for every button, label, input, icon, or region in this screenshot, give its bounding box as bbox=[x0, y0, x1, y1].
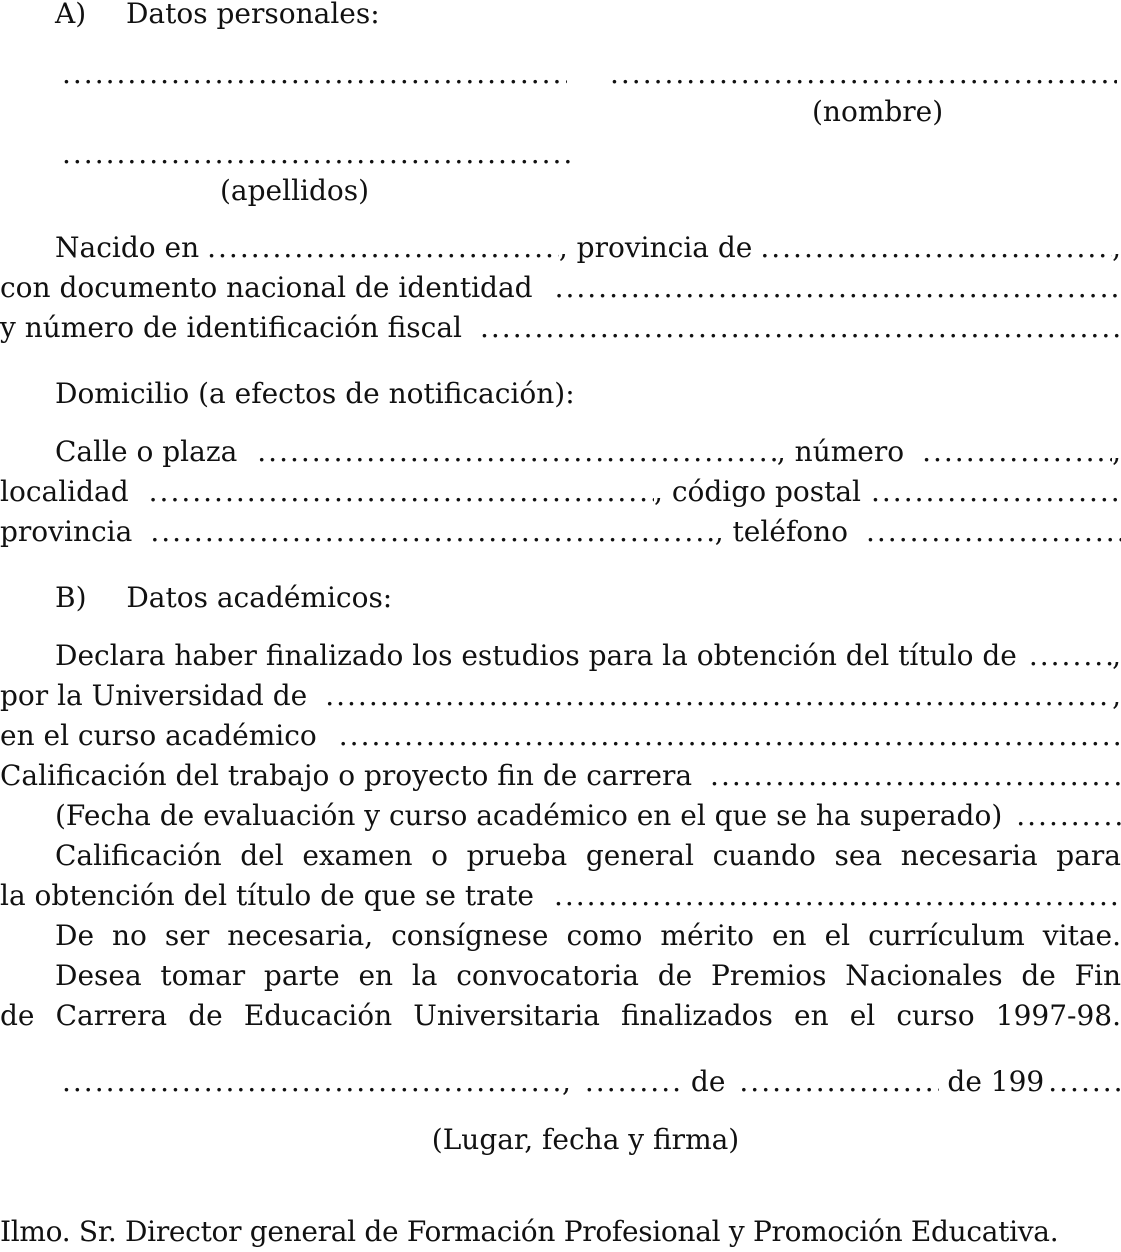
evaluation-date-field[interactable] bbox=[1016, 796, 1121, 836]
telefono-label: , teléfono bbox=[714, 515, 848, 548]
birthplace-row bbox=[55, 228, 1121, 268]
section-a-marker: A) bbox=[55, 0, 87, 30]
universidad-label: por la Universidad de bbox=[0, 679, 308, 712]
nif-field[interactable] bbox=[480, 308, 1121, 348]
university-field[interactable] bbox=[325, 676, 1112, 716]
second-surname-row bbox=[62, 134, 570, 174]
section-b-title: Datos académicos: bbox=[126, 581, 393, 614]
de-label-1: de bbox=[690, 1065, 726, 1098]
comma: , bbox=[562, 1065, 571, 1098]
evaluation-date-row bbox=[55, 796, 1121, 836]
phone-field[interactable] bbox=[866, 512, 1121, 552]
academic-year-row bbox=[0, 716, 1121, 756]
street-row bbox=[55, 432, 1121, 472]
exam-grade-field[interactable] bbox=[554, 876, 1121, 916]
nombre-label: (nombre) bbox=[812, 95, 944, 128]
no-necesaria-text: De no ser necesaria, consígnese como mérito en el currículum vitae. bbox=[55, 919, 1121, 952]
dni-row bbox=[0, 268, 1121, 308]
comma: , bbox=[1112, 435, 1121, 468]
locality-row bbox=[0, 472, 1121, 512]
addressee: Ilmo. Sr. Director general de Formación Profesional y Promoción Educativa. bbox=[0, 1215, 1059, 1248]
provincia-label: provincia bbox=[0, 515, 133, 548]
calle-label: Calle o plaza bbox=[55, 435, 238, 468]
de-label-2: de 199 bbox=[947, 1065, 1045, 1098]
declara-label: Declara haber finalizado los estudios para la obtención del título de bbox=[55, 639, 1017, 672]
desea-text-1: Desea tomar parte en la convocatoria de Premios Nacionales de Fin bbox=[55, 959, 1121, 992]
fecha-evaluacion-label: (Fecha de evaluación y curso académico en el que se ha superado) bbox=[55, 799, 1003, 832]
street-field[interactable] bbox=[257, 432, 777, 472]
dni-field[interactable] bbox=[555, 268, 1121, 308]
academic-year-field[interactable] bbox=[339, 716, 1121, 756]
name-field[interactable] bbox=[610, 54, 1117, 94]
year-field[interactable] bbox=[1048, 1062, 1121, 1102]
postal-code-field[interactable] bbox=[871, 472, 1121, 512]
exam-grade-row bbox=[0, 876, 1121, 916]
nif-label: y número de identificación fiscal bbox=[0, 311, 462, 344]
locality-field[interactable] bbox=[149, 472, 654, 512]
calificacion-examen-label: la obtención del título de que se trate bbox=[0, 879, 534, 912]
lugar-label: (Lugar, fecha y firma) bbox=[431, 1123, 740, 1156]
project-grade-row bbox=[0, 756, 1121, 796]
calificacion-trabajo-label: Calificación del trabajo o proyecto fin de carrera bbox=[0, 759, 693, 792]
provincia-de-label: , provincia de bbox=[558, 231, 753, 264]
signature-row bbox=[62, 1062, 1121, 1102]
month-field[interactable] bbox=[739, 1062, 939, 1102]
section-a-title: Datos personales: bbox=[125, 0, 380, 30]
numero-label: , número bbox=[776, 435, 905, 468]
comma: , bbox=[1112, 639, 1121, 672]
section-b-heading bbox=[55, 578, 1121, 618]
project-grade-field[interactable] bbox=[710, 756, 1121, 796]
section-b-marker: B) bbox=[55, 581, 87, 614]
first-surname-field[interactable] bbox=[62, 54, 567, 94]
province-field[interactable] bbox=[150, 512, 714, 552]
province-row bbox=[0, 512, 1121, 552]
section-a-heading bbox=[55, 0, 1121, 34]
apellidos-label: (apellidos) bbox=[220, 174, 370, 207]
university-row bbox=[0, 676, 1121, 716]
second-surname-field[interactable] bbox=[62, 134, 570, 174]
codigo-postal-label: , código postal bbox=[654, 475, 861, 508]
number-field[interactable] bbox=[922, 432, 1112, 472]
dni-label: con documento nacional de identidad bbox=[0, 271, 533, 304]
comma: , bbox=[1112, 231, 1121, 264]
localidad-label: localidad bbox=[0, 475, 129, 508]
name-fields-row bbox=[62, 54, 1117, 94]
degree-field[interactable] bbox=[1029, 636, 1112, 676]
exam-grade-line-1: Calificación del examen o prueba general cuando sea necesaria para bbox=[55, 839, 1121, 872]
curso-label: en el curso académico bbox=[0, 719, 317, 752]
birthplace-field[interactable] bbox=[207, 228, 559, 268]
birth-province-field[interactable] bbox=[760, 228, 1112, 268]
desea-text-2: de Carrera de Educación Universitaria finalizados en el curso 1997-98. bbox=[0, 999, 1121, 1032]
day-field[interactable] bbox=[585, 1062, 683, 1102]
nif-row bbox=[0, 308, 1121, 348]
degree-row bbox=[55, 636, 1121, 676]
place-field[interactable] bbox=[62, 1062, 562, 1102]
domicilio-heading: Domicilio (a efectos de notificación): bbox=[55, 377, 575, 410]
comma: , bbox=[1112, 679, 1121, 712]
nacido-en-label: Nacido en bbox=[55, 231, 200, 264]
